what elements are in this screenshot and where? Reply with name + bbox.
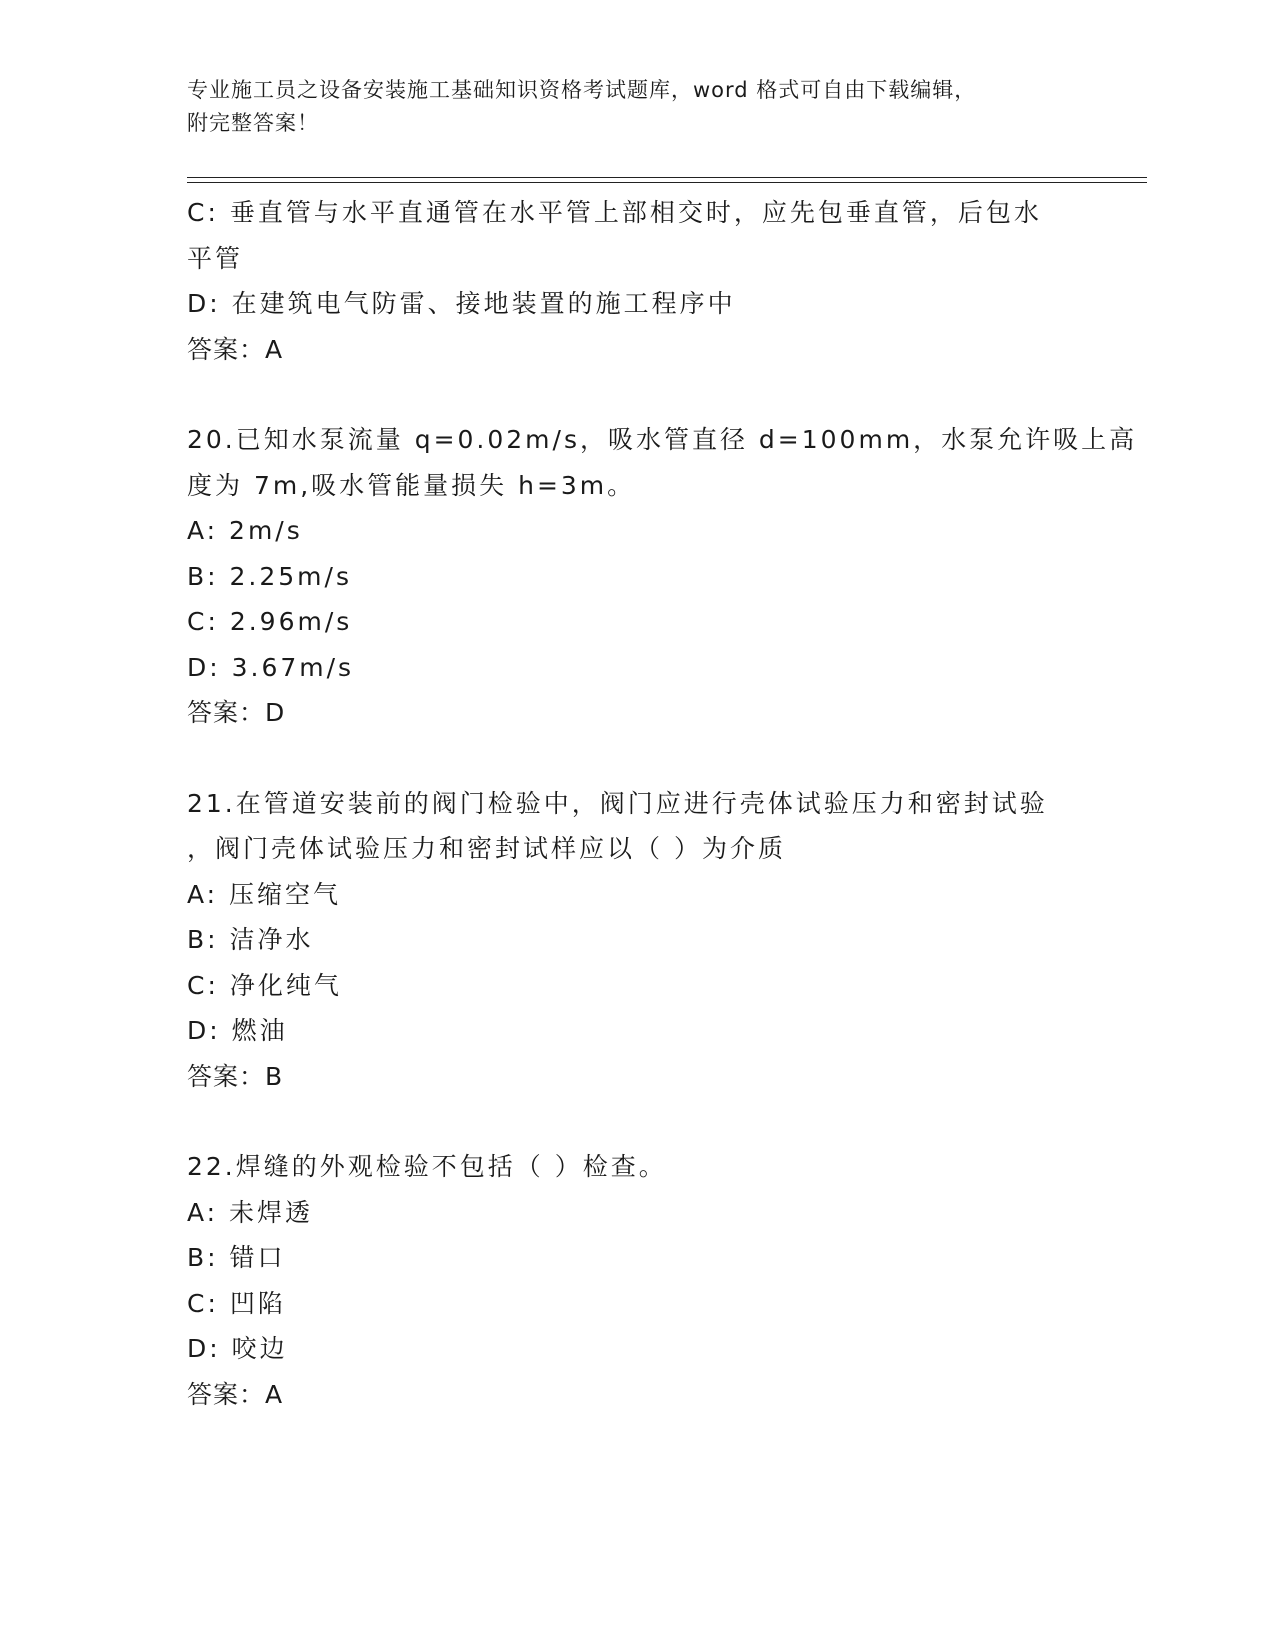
option-line: C: 凹陷 xyxy=(187,1288,286,1318)
header-divider xyxy=(187,177,1147,183)
header-line-1: 专业施工员之设备安装施工基础知识资格考试题库，word 格式可自由下载编辑， xyxy=(187,78,977,102)
question-text: ，阀门壳体试验压力和密封试样应以（ ）为介质 xyxy=(187,834,786,863)
spacer xyxy=(187,1099,1087,1144)
question-block-19-continued xyxy=(187,190,1087,372)
question-text: 22.焊缝的外观检验不包括（ ）检查。 xyxy=(187,1152,667,1181)
spacer xyxy=(187,736,1087,781)
option-line: A: 未焊透 xyxy=(187,1197,314,1227)
question-text: 度为 7m,吸水管能量损失 h=3m。 xyxy=(187,470,636,500)
option-line: D: 在建筑电气防雷、接地装置的施工程序中 xyxy=(187,289,736,318)
option-line: D: 3.67m/s xyxy=(187,652,355,682)
option-line: D: 咬边 xyxy=(187,1334,288,1363)
option-line: C: 垂直管与水平直通管在水平管上部相交时，应先包垂直管，后包水 xyxy=(187,198,1042,227)
option-line: A: 2m/s xyxy=(187,516,303,545)
answer-line: 答案：D xyxy=(187,698,286,727)
option-line: 平管 xyxy=(187,243,244,273)
answer-line: 答案：A xyxy=(187,1379,284,1409)
spacer xyxy=(187,372,1087,417)
question-block-21 xyxy=(187,781,1087,1100)
option-line: C: 2.96m/s xyxy=(187,607,353,636)
option-line: A: 压缩空气 xyxy=(187,879,342,909)
question-text: 21.在管道安装前的阀门检验中，阀门应进行壳体试验压力和密封试验 xyxy=(187,788,1048,818)
answer-line: 答案：B xyxy=(187,1061,284,1091)
option-line: B: 错口 xyxy=(187,1243,286,1272)
option-line: D: 燃油 xyxy=(187,1016,288,1045)
document-header xyxy=(187,74,1087,140)
header-line-2: 附完整答案！ xyxy=(187,111,319,135)
question-block-22 xyxy=(187,1144,1087,1417)
answer-line: 答案：A xyxy=(187,334,284,364)
option-line: C: 净化纯气 xyxy=(187,970,342,1000)
option-line: B: 洁净水 xyxy=(187,925,314,954)
question-block-20 xyxy=(187,417,1138,736)
document-body xyxy=(187,190,1138,1417)
question-text: 20.已知水泵流量 q=0.02m/s，吸水管直径 d=100mm，水泵允许吸上高 xyxy=(187,425,1138,454)
option-line: B: 2.25m/s xyxy=(187,561,352,591)
